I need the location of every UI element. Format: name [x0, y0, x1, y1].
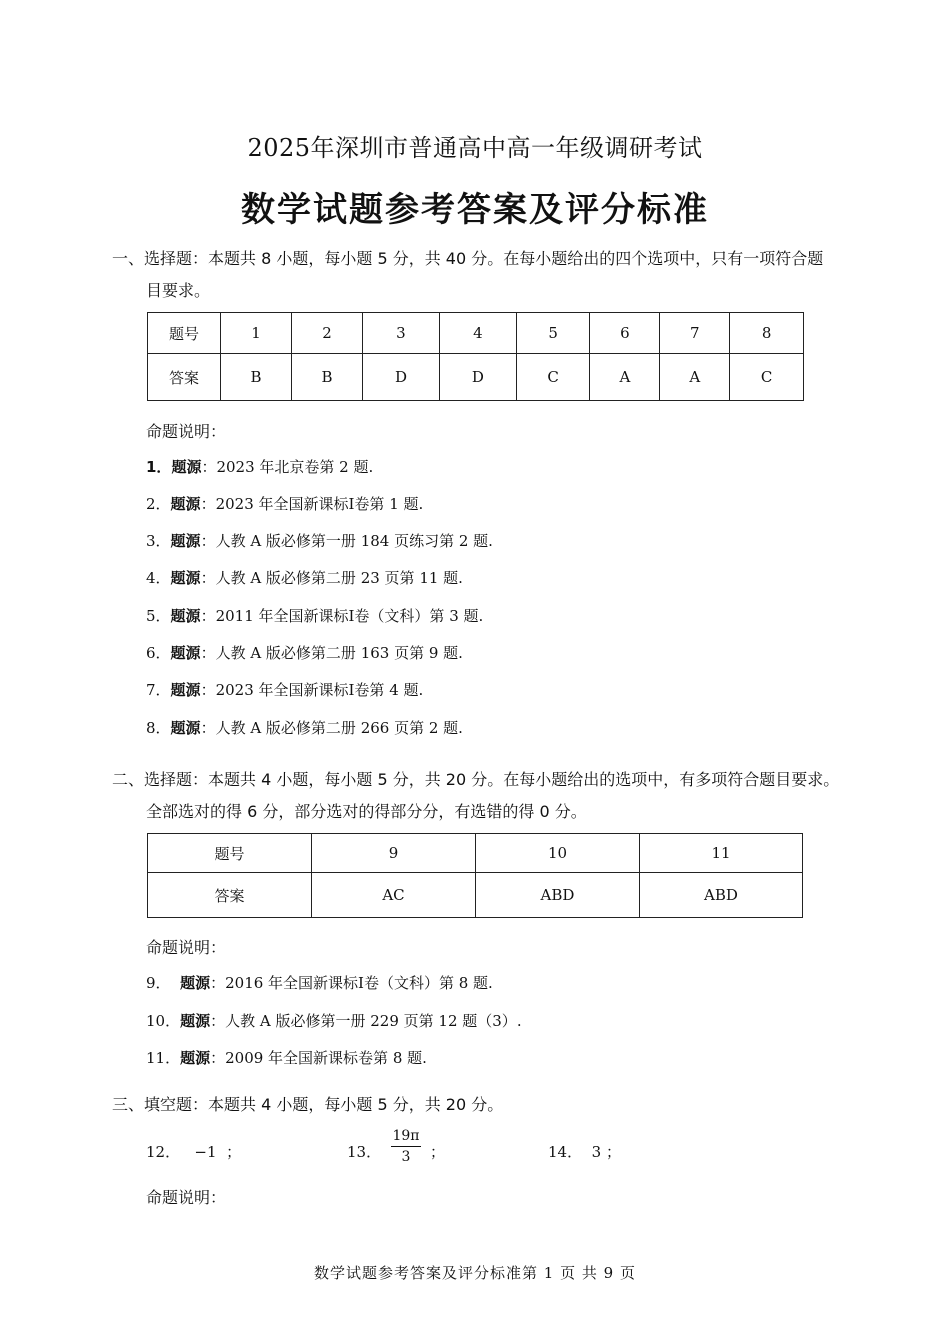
section1-answer-table: [147, 312, 804, 401]
table-cell-number: 5: [516, 313, 590, 354]
table-row-label: 答案: [148, 873, 312, 918]
document-title: 数学试题参考答案及评分标准: [241, 190, 709, 230]
table-cell-answer: A: [590, 354, 660, 401]
table-cell-answer: A: [660, 354, 730, 401]
table-row-answers: [148, 354, 804, 401]
q13-fraction: [391, 1128, 421, 1165]
table-cell-number: 6: [590, 313, 660, 354]
table-cell-answer: C: [730, 354, 804, 401]
list-item: 7．题源：2023 年全国新课标I卷第 4 题.: [146, 681, 424, 699]
list-item: 6．题源：人教 A 版必修第二册 163 页第 9 题.: [146, 644, 463, 662]
section3-notes-label: 命题说明：: [146, 1188, 227, 1207]
table-cell-number: 10: [476, 834, 640, 873]
table-cell-number: 3: [363, 313, 440, 354]
table-row-numbers: [148, 313, 804, 354]
table-cell-answer: ABD: [476, 873, 640, 918]
section2-heading: 二、选择题：本题共 4 小题，每小题 5 分，共 20 分。在每小题给出的选项中，有多项符合题目要求。: [112, 770, 840, 789]
table-cell-number: 4: [439, 313, 516, 354]
list-item: 9． 题源：2016 年全国新课标I卷（文科）第 8 题.: [146, 974, 493, 992]
exam-title: 2025年深圳市普通高中高一年级调研考试: [247, 134, 703, 162]
table-cell-answer: D: [363, 354, 440, 401]
list-item: 11．题源：2009 年全国新课标卷第 8 题.: [146, 1049, 427, 1067]
table-row-label: 题号: [148, 834, 312, 873]
table-row-label: 答案: [148, 354, 221, 401]
table-row-answers: [148, 873, 803, 918]
q13-denominator: 3: [401, 1149, 411, 1165]
q13-separator: ；: [430, 1143, 446, 1161]
q13-number: 13．: [347, 1143, 382, 1161]
list-item: 3．题源：人教 A 版必修第一册 184 页练习第 2 题.: [146, 532, 493, 550]
table-cell-number: 1: [221, 313, 292, 354]
fraction-bar: [391, 1146, 421, 1147]
table-cell-answer: ABD: [640, 873, 803, 918]
section2-notes-label: 命题说明：: [146, 938, 227, 957]
list-item: 8．题源：人教 A 版必修第二册 266 页第 2 题.: [146, 719, 463, 737]
table-cell-number: 9: [312, 834, 476, 873]
page-footer: 数学试题参考答案及评分标准第 1 页 共 9 页: [314, 1264, 636, 1282]
section1-notes-label: 命题说明：: [146, 422, 227, 441]
list-item: 10．题源：人教 A 版必修第一册 229 页第 12 题（3）.: [146, 1012, 522, 1030]
table-cell-number: 7: [660, 313, 730, 354]
q14-answer: 14． 3 ；: [548, 1143, 621, 1161]
table-cell-number: 2: [292, 313, 363, 354]
table-cell-answer: B: [221, 354, 292, 401]
list-item: 4．题源：人教 A 版必修第二册 23 页第 11 题.: [146, 569, 463, 587]
list-item: 1．题源：2023 年北京卷第 2 题.: [146, 458, 374, 476]
table-row-numbers: [148, 834, 803, 873]
section1-heading-cont: 目要求。: [146, 281, 211, 300]
section2-heading-cont: 全部选对的得 6 分，部分选对的得部分分，有选错的得 0 分。: [146, 802, 587, 821]
list-item: 2．题源：2023 年全国新课标I卷第 1 题.: [146, 495, 424, 513]
table-cell-answer: C: [516, 354, 590, 401]
table-cell-number: 8: [730, 313, 804, 354]
section1-heading: 一、选择题：本题共 8 小题，每小题 5 分，共 40 分。在每小题给出的四个选项中，只有一项符合题: [112, 249, 824, 268]
list-item: 5．题源：2011 年全国新课标I卷（文科）第 3 题.: [146, 607, 484, 625]
table-row-label: 题号: [148, 313, 221, 354]
table-cell-answer: D: [439, 354, 516, 401]
q13-numerator: 19π: [392, 1128, 420, 1144]
table-cell-number: 11: [640, 834, 803, 873]
table-cell-answer: B: [292, 354, 363, 401]
q12-answer: 12． −1 ；: [146, 1143, 242, 1161]
section2-answer-table: [147, 833, 803, 918]
table-cell-answer: AC: [312, 873, 476, 918]
section3-heading: 三、填空题：本题共 4 小题，每小题 5 分，共 20 分。: [112, 1095, 504, 1114]
